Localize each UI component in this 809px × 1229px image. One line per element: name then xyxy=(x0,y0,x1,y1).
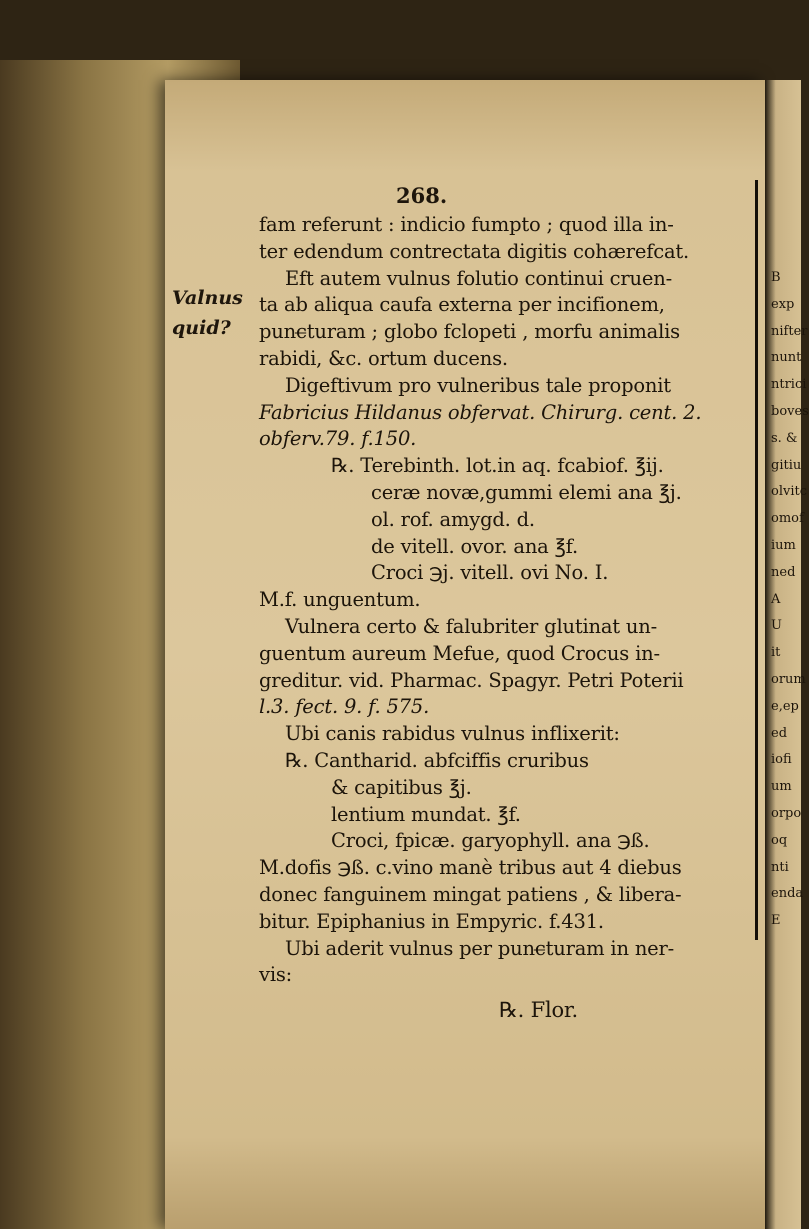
page-text xyxy=(259,212,759,1024)
recipe-line: ℞. Terebinth. lot.in aq. fcabiof. ℥ij. xyxy=(331,454,664,478)
text-line: ta ab aliqua caufa externa per incifionem, xyxy=(259,293,665,317)
text-line: guentum aureum Mefue, quod Crocus in- xyxy=(259,641,660,665)
fragment: U xyxy=(771,618,782,634)
fragment: orum xyxy=(771,671,806,687)
text-line: rabidi, &c. ortum ducens. xyxy=(259,346,508,370)
recipe-line: lentium mundat. ℥f. xyxy=(331,802,521,826)
fragment: ed xyxy=(771,725,788,741)
fragment: ntrici xyxy=(771,377,807,393)
fragment: exp xyxy=(771,296,795,312)
text-line: Ubi aderit vulnus per punc̶turam in ner- xyxy=(285,936,675,960)
text-line: l.3. fect. 9. f. 575. xyxy=(259,695,430,719)
fragment: boves xyxy=(771,403,809,419)
page-number: 268. xyxy=(396,183,448,208)
fragment: oq xyxy=(771,832,788,848)
text-line: Fabricius Hildanus obfervat. Chirurg. cent. 2. xyxy=(259,400,702,424)
text-line: M.f. unguentum. xyxy=(259,588,421,612)
text-line: fam referunt : indicio fumpto ; quod illa in- xyxy=(259,213,674,236)
fragment: it xyxy=(771,645,781,661)
fragment: enda xyxy=(771,886,804,902)
recipe-line: ℞. Cantharid. abfciffis cruribus xyxy=(285,748,589,772)
opposite-page-fragments xyxy=(771,265,809,935)
fragment: gitiu xyxy=(771,457,802,473)
recipe-line: & capitibus ℥j. xyxy=(331,775,472,799)
text-line: M.dofis ℈ß. c.vino manè tribus aut 4 diebus xyxy=(259,856,682,880)
text-line: punc̶turam ; globo fclopeti , morfu animalis xyxy=(259,320,680,344)
text-line: Eft autem vulnus folutio continui cruen- xyxy=(285,266,672,290)
text-line: vis: xyxy=(259,963,293,987)
text-line: Ubi canis rabidus vulnus inflixerit: xyxy=(285,722,620,746)
fragment: um xyxy=(771,779,792,795)
text-line: bitur. Epiphanius in Empyric. f.431. xyxy=(259,909,604,933)
margin-note: quid? xyxy=(172,317,231,339)
text-line: Digeftivum pro vulneribus tale proponit xyxy=(285,373,671,397)
fragment: nifter xyxy=(771,323,808,339)
fragment: ium xyxy=(771,537,796,553)
text-line: ter edendum contrectata digitis cohærefcat. xyxy=(259,239,690,263)
catchword: ℞. Flor. xyxy=(499,998,578,1023)
fragment: orpo xyxy=(771,805,802,821)
fragment: omof xyxy=(771,511,804,527)
recipe-line: Croci ℈j. vitell. ovi No. I. xyxy=(371,561,609,585)
text-line: greditur. vid. Pharmac. Spagyr. Petri Poterii xyxy=(259,668,684,692)
fragment: e,ep xyxy=(771,698,799,714)
recipe-line: ceræ novæ,gummi elemi ana ℥j. xyxy=(371,480,682,504)
text-line: obferv.79. f.150. xyxy=(259,427,417,451)
recipe-line: ol. rof. amygd. d. xyxy=(371,507,535,531)
recipe-line: Croci, fpicæ. garyophyll. ana ℈ß. xyxy=(331,829,650,853)
fragment: olvitc xyxy=(771,484,807,500)
fragment: iofi xyxy=(771,752,792,768)
fragment: nunt xyxy=(771,350,802,366)
fragment: ned xyxy=(771,564,796,580)
fragment: A xyxy=(771,591,781,607)
fragment: s. & xyxy=(771,430,798,446)
margin-notes xyxy=(172,283,262,343)
recipe-line: de vitell. ovor. ana ℥f. xyxy=(371,534,578,558)
fragment: E xyxy=(771,913,781,929)
margin-note: Valnus xyxy=(172,287,243,309)
text-line: donec fanguinem mingat patiens , & libera- xyxy=(259,882,682,906)
fragment: nti xyxy=(771,859,789,875)
fragment: B xyxy=(771,270,781,285)
text-line: Vulnera certo & falubriter glutinat un- xyxy=(285,614,658,638)
